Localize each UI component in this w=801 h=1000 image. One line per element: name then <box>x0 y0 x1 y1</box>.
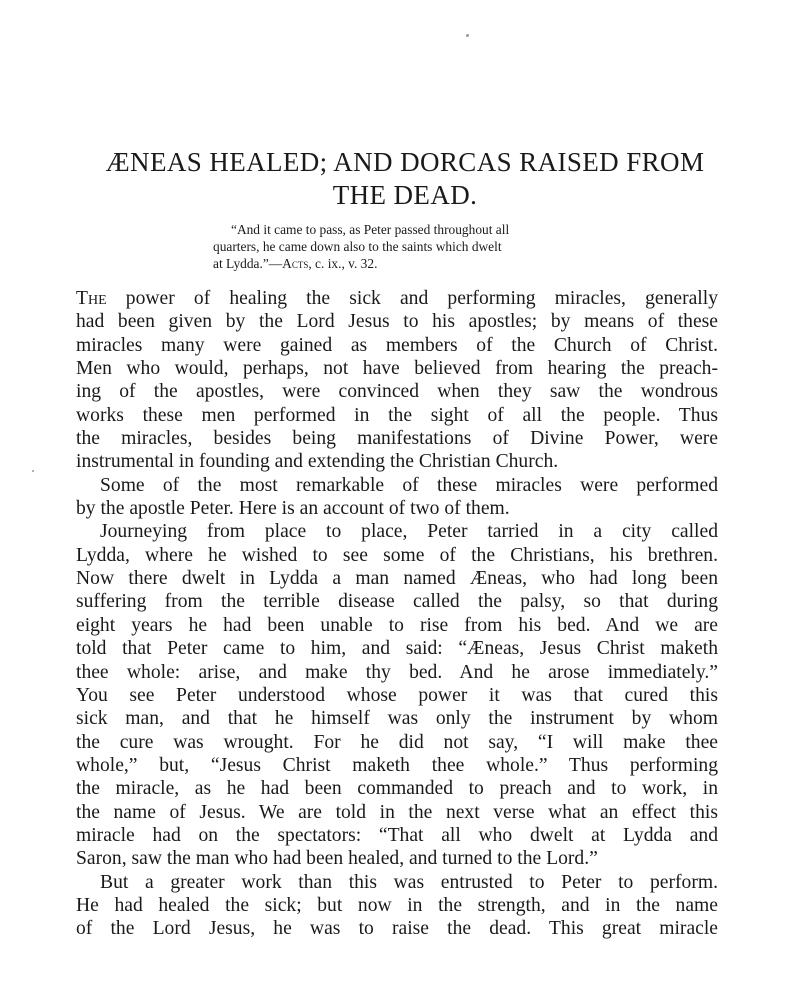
drop-word: The <box>76 288 107 309</box>
body-line: Journeying from place to place, Peter tarried in a city called <box>100 521 718 543</box>
body-line: the name of Jesus. We are told in the next verse what an effect this <box>76 801 718 823</box>
epigraph <box>213 221 613 272</box>
body-line: ing of the apostles, were convinced when they saw the wondrous <box>76 381 718 403</box>
body-line: Saron, saw the man who had been healed, and turned to the Lord.” <box>76 848 598 870</box>
chapter-title-line-1: ÆNEAS HEALED; AND DORCAS RAISED FROM <box>105 147 705 177</box>
body-text <box>76 287 718 941</box>
chapter-title-line-2: THE DEAD. <box>332 180 478 210</box>
body-line: works these men performed in the sight of all the people. Thus <box>76 404 718 426</box>
body-line: the miracle, as he had been commanded to preach and to work, in <box>76 778 718 800</box>
body-line: miracle had on the spectators: “That all who dwelt at Lydda and <box>76 824 718 846</box>
body-line: whole,” but, “Jesus Christ maketh thee whole.” Thus performing <box>76 754 718 776</box>
body-line: miracles many were gained as members of the Church of Christ. <box>76 334 718 356</box>
body-line: eight years he had been unable to rise from his bed. And we are <box>76 614 718 636</box>
body-line-rest: power of healing the sick and performing miracles, generally <box>106 288 718 309</box>
body-line: He had healed the sick; but now in the strength, and in the name <box>76 894 718 916</box>
epigraph-reference: , c. ix., v. 32. <box>308 256 378 271</box>
body-line: You see Peter understood whose power it was that cured this <box>76 684 718 706</box>
body-line: Now there dwelt in Lydda a man named Æneas, who had long been <box>76 568 718 590</box>
body-line: Men who would, perhaps, not have believed from hearing the preach- <box>76 358 718 380</box>
epigraph-quote-end: at Lydda.”— <box>213 256 283 271</box>
epigraph-line: quarters, he came down also to the saints which dwelt <box>213 239 502 254</box>
body-line: of the Lord Jesus, he was to raise the dead. This great miracle <box>76 918 718 940</box>
ink-speck <box>32 470 34 472</box>
epigraph-line <box>213 255 613 272</box>
body-line: by the apostle Peter. Here is an account of two of them. <box>76 498 510 520</box>
body-line: suffering from the terrible disease called the palsy, so that during <box>76 591 718 613</box>
body-line: instrumental in founding and extending the Christian Church. <box>76 451 559 473</box>
body-line: told that Peter came to him, and said: “Æneas, Jesus Christ maketh <box>76 638 718 660</box>
body-line: Lydda, where he wished to see some of the Christians, his brethren. <box>76 544 718 566</box>
body-line: Some of the most remarkable of these miracles were performed <box>100 474 718 496</box>
body-line <box>76 287 718 310</box>
ink-speck <box>466 34 469 37</box>
chapter-title <box>60 146 750 212</box>
body-line: the miracles, besides being manifestations of Divine Power, were <box>76 428 718 450</box>
body-line: sick man, and that he himself was only the instrument by whom <box>76 708 718 730</box>
body-line: the cure was wrought. For he did not say, “I will make thee <box>76 731 718 753</box>
epigraph-line: “And it came to pass, as Peter passed throughout all <box>231 222 510 237</box>
epigraph-source: Acts <box>282 256 309 271</box>
body-line: But a greater work than this was entrusted to Peter to perform. <box>100 871 718 893</box>
body-line: had been given by the Lord Jesus to his apostles; by means of these <box>76 311 718 333</box>
body-line: thee whole: arise, and make thy bed. And he arose immediately.” <box>76 661 718 683</box>
